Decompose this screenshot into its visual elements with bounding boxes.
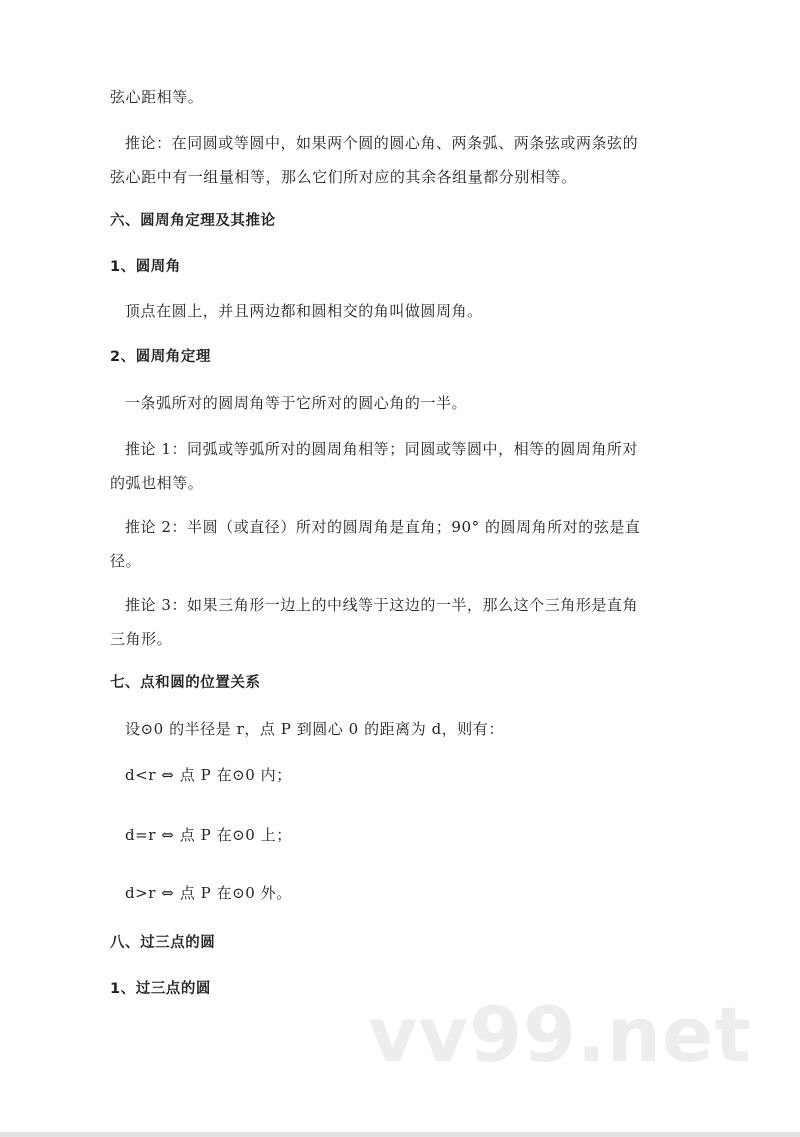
paragraph-text: 三角形。	[110, 630, 173, 648]
subsection-heading: 1、圆周角	[110, 259, 181, 275]
paragraph-text: 径。	[110, 552, 142, 570]
section-heading: 八、过三点的圆	[110, 935, 216, 951]
paragraph-text: 推论：在同圆或等圆中，如果两个圆的圆心角、两条弧、两条弦或两条弦的	[125, 134, 639, 152]
paragraph-text: 弦心距中有一组量相等，那么它们所对应的其余各组量都分别相等。	[110, 168, 577, 186]
paragraph-text: 一条弧所对的圆周角等于它所对的圆心角的一半。	[125, 394, 468, 412]
paragraph-text: 推论 3：如果三角形一边上的中线等于这边的一半，那么这个三角形是直角	[125, 596, 639, 614]
paragraph-text: d<r ⇔ 点 P 在⊙0 内；	[125, 766, 292, 784]
subsection-heading: 2、圆周角定理	[110, 349, 211, 365]
section-heading: 六、圆周角定理及其推论	[110, 213, 276, 229]
page-bottom-edge	[0, 1132, 800, 1137]
paragraph-text: 推论 2：半圆（或直径）所对的圆周角是直角；90° 的圆周角所对的弦是直	[125, 518, 641, 536]
paragraph-text: d>r ⇔ 点 P 在⊙0 外。	[125, 884, 292, 902]
paragraph-text: 弦心距相等。	[110, 88, 204, 106]
paragraph-text: 推论 1：同弧或等弧所对的圆周角相等；同圆或等圆中，相等的圆周角所对	[125, 440, 639, 458]
paragraph-text: 顶点在圆上，并且两边都和圆相交的角叫做圆周角。	[125, 302, 483, 320]
paragraph-text: d=r ⇔ 点 P 在⊙0 上；	[125, 826, 292, 844]
section-heading: 七、点和圆的位置关系	[110, 675, 261, 691]
paragraph-text: 的弧也相等。	[110, 474, 204, 492]
paragraph-text: 设⊙0 的半径是 r，点 P 到圆心 0 的距离为 d，则有：	[125, 720, 504, 738]
subsection-heading: 1、过三点的圆	[110, 981, 211, 997]
watermark: vv99.net	[368, 990, 752, 1079]
